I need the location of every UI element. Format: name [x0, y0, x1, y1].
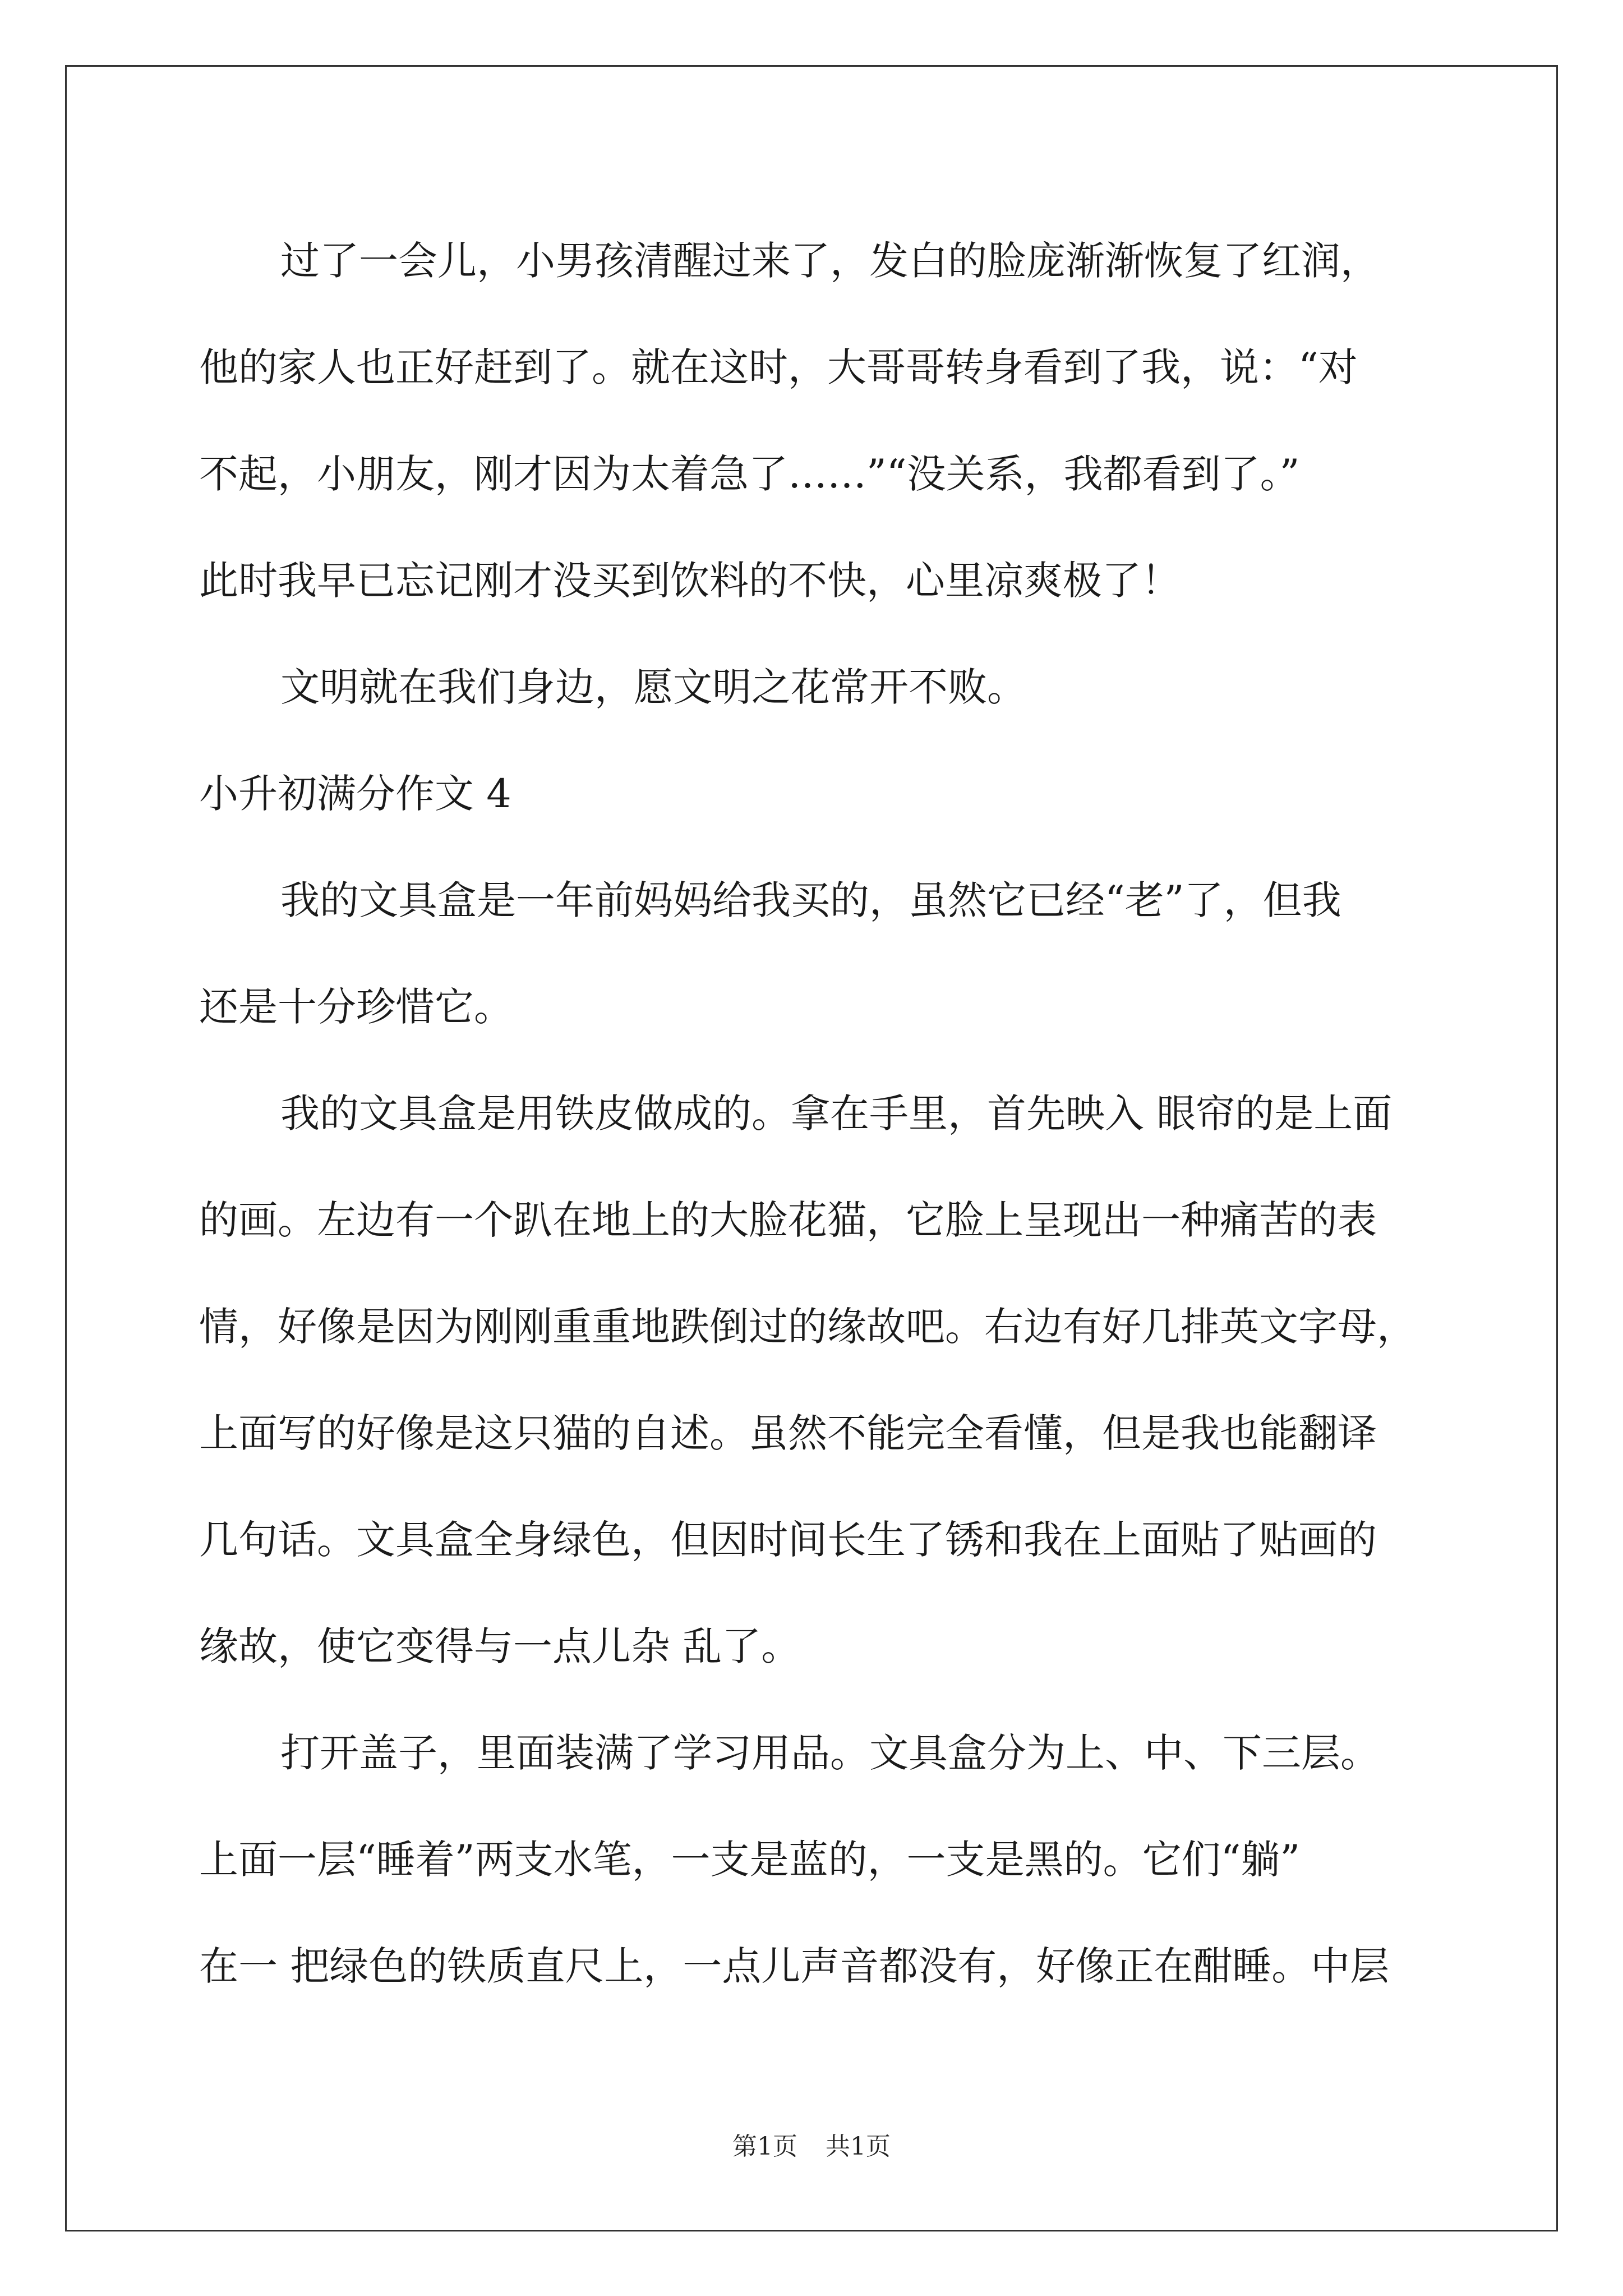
text-line: 的画。左边有一个趴在地上的大脸花猫，它脸上呈现出一种痛苦的表	[199, 1197, 1377, 1243]
text-line: 我的文具盒是一年前妈妈给我买的，虽然它已经“老”了，但我	[280, 877, 1341, 923]
text-line: 上面一层“睡着”两支水笔，一支是蓝的，一支是黑的。它们“躺”	[199, 1837, 1301, 1883]
page-footer	[0, 2126, 1623, 2162]
text-line: 文明就在我们身边，愿文明之花常开不败。	[280, 664, 1026, 710]
text-line: 不起，小朋友，刚才因为太着急了……”“没关系，我都看到了。”	[199, 451, 1300, 497]
page-number-total: 共1页	[826, 2132, 891, 2161]
text-line: 还是十分珍惜它。	[199, 984, 513, 1030]
text-line: 此时我早已忘记刚才没买到饮料的不快，心里凉爽极了！	[199, 558, 1181, 604]
page-number-current: 第1页	[732, 2132, 797, 2161]
text-line: 过了一会儿，小男孩清醒过来了，发白的脸庞渐渐恢复了红润，	[280, 238, 1380, 284]
text-line: 我的文具盒是用铁皮做成的。拿在手里，首先映入 眼帘的是上面	[280, 1091, 1393, 1137]
text-line: 情，好像是因为刚刚重重地跌倒过的缘故吧。右边有好几排英文字母，	[199, 1304, 1416, 1350]
section-heading: 小升初满分作文 4	[199, 771, 511, 817]
document-body	[199, 208, 1436, 2019]
text-line: 打开盖子，里面装满了学习用品。文具盒分为上、中、下三层。	[280, 1730, 1380, 1776]
text-line: 缘故，使它变得与一点儿杂 乱了。	[199, 1623, 801, 1669]
text-line: 上面写的好像是这只猫的自述。虽然不能完全看懂，但是我也能翻译	[199, 1410, 1377, 1456]
text-line: 他的家人也正好赶到了。就在这时，大哥哥转身看到了我，说：“对	[199, 344, 1358, 390]
text-line: 几句话。文具盒全身绿色，但因时间长生了锈和我在上面贴了贴画的	[199, 1517, 1377, 1563]
text-line: 在一 把绿色的铁质直尺上，一点儿声音都没有，好像正在酣睡。中层	[199, 1943, 1390, 1989]
